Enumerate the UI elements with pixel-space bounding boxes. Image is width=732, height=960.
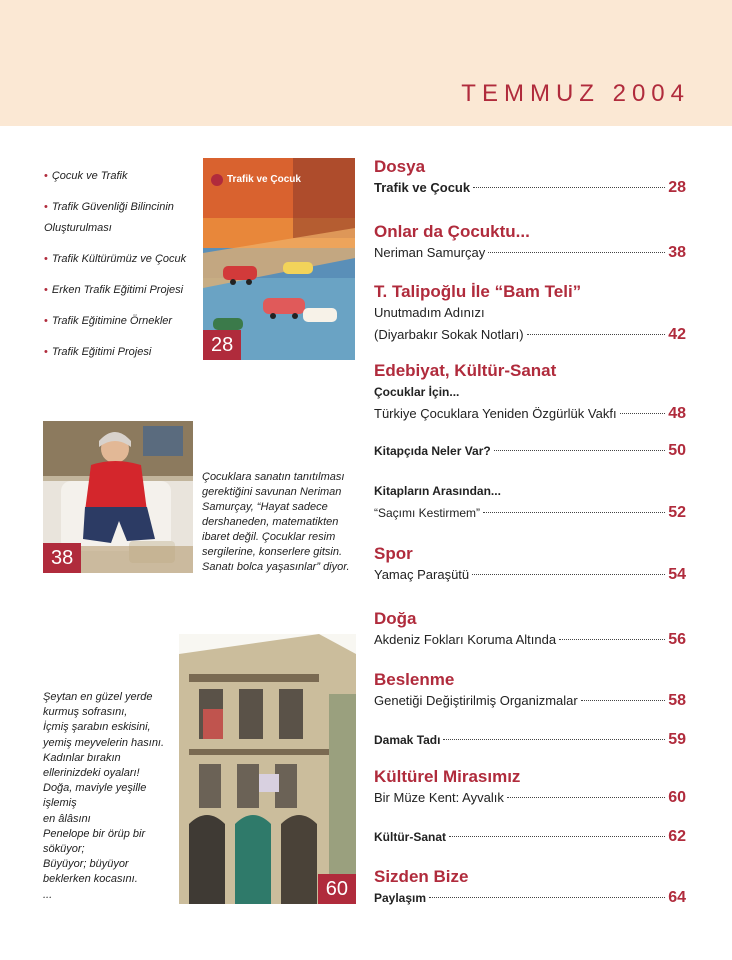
leader-dots <box>472 574 665 575</box>
section-title: Sizden Bize <box>374 867 469 886</box>
page-number-badge: 60 <box>318 874 356 904</box>
toc-section-kitapci <box>374 440 686 462</box>
entry-line: Unutmadım Adınızı <box>374 305 485 320</box>
toc-section-miras <box>374 767 686 809</box>
issue-date: TEMMUZ 2004 <box>461 80 690 107</box>
leader-dots <box>449 836 665 837</box>
toc-entry[interactable]: Damak Tadı 59 <box>374 729 686 751</box>
list-item: • Trafik Eğitimine Örnekler <box>44 315 173 327</box>
section-title: T. Talipoğlu İle “Bam Teli” <box>374 282 582 301</box>
page-number: 54 <box>668 566 686 583</box>
toc-section-dosya <box>374 157 686 199</box>
section-title: Kültürel Mirasımız <box>374 767 521 786</box>
page-number: 62 <box>668 828 686 845</box>
bullet-icon: • <box>44 315 48 327</box>
list-item: • Erken Trafik Eğitimi Projesi <box>44 284 184 296</box>
leader-dots <box>473 187 665 188</box>
list-item: • Trafik Eğitimi Projesi <box>44 346 152 358</box>
page-number: 38 <box>668 244 686 261</box>
list-item: • Trafik Güvenliği Bilincinin Oluşturulması <box>44 201 174 234</box>
toc-section-onlar <box>374 222 686 264</box>
toc-entry[interactable]: Türkiye Çocuklara Yeniden Özgürlük Vakfı 48 <box>374 403 686 425</box>
page-number: 52 <box>668 504 686 521</box>
toc-section-spor <box>374 544 686 586</box>
page-number: 64 <box>668 889 686 906</box>
cover-image <box>203 158 355 360</box>
page-number: 58 <box>668 692 686 709</box>
toc-entry[interactable]: Genetiği Değiştirilmiş Organizmalar 58 <box>374 690 686 712</box>
page-number: 59 <box>668 731 686 748</box>
toc-entry[interactable]: Bir Müze Kent: Ayvalık 60 <box>374 787 686 809</box>
toc-entry[interactable]: Kitapçıda Neler Var? 50 <box>374 440 686 462</box>
poem-excerpt: Şeytan en güzel yerde kurmuş sofrasını, İçmiş şarabın eskisini, yemiş meyvelerin hasını. Kadınlar bırakın ellerinizdeki oyaları! Doğa, maviyle yeşille işlemiş en âlâsını Penelope bir örüp bir söküyor; Büyüyor; büyüyor beklerken kocasını. ... <box>43 691 165 901</box>
page-number: 56 <box>668 631 686 648</box>
portrait-image <box>43 421 193 573</box>
list-item: • Çocuk ve Trafik <box>44 170 128 182</box>
section-title: Doğa <box>374 609 417 628</box>
dossier-topic-list <box>44 166 204 373</box>
leader-dots <box>429 897 665 898</box>
photo-caption: Çocuklara sanatın tanıtılması gerektiğini savunan Neriman Samurçay, “Hayat sadece dershaneden, matematikten ibaret değil. Çocuklar resim sergilerine, konserlere gitsin. Sanatı bolca yaşasınlar” diyor. <box>202 471 350 573</box>
page-number-badge: 28 <box>203 330 241 360</box>
toc-entry[interactable]: Paylaşım 64 <box>374 887 686 909</box>
bullet-icon: • <box>44 346 48 358</box>
old-house-photo <box>179 634 356 904</box>
page-number: 60 <box>668 789 686 806</box>
toc-section-kitaplar <box>374 480 686 524</box>
bullet-icon: • <box>44 170 48 182</box>
cover-title: Trafik ve Çocuk <box>227 174 301 185</box>
leader-dots <box>483 512 665 513</box>
bullet-icon: • <box>44 284 48 296</box>
toc-entry[interactable]: Akdeniz Fokları Koruma Altında 56 <box>374 629 686 651</box>
leader-dots <box>581 700 665 701</box>
leader-dots <box>559 639 665 640</box>
toc-entry[interactable]: Trafik ve Çocuk 28 <box>374 177 686 199</box>
page-number: 42 <box>668 326 686 343</box>
leader-dots <box>443 739 665 740</box>
list-item: • Trafik Kültürümüz ve Çocuk <box>44 253 187 265</box>
toc-entry[interactable]: “Saçımı Kestirmem” 52 <box>374 502 686 524</box>
leader-dots <box>494 450 665 451</box>
toc-section-bamteli <box>374 282 686 346</box>
building-image <box>179 634 356 904</box>
leader-dots <box>507 797 665 798</box>
section-title: Spor <box>374 544 413 563</box>
toc-entry[interactable]: Yamaç Paraşütü 54 <box>374 564 686 586</box>
page-number: 50 <box>668 442 686 459</box>
leader-dots <box>488 252 665 253</box>
toc-section-edebiyat <box>374 361 686 425</box>
subsection-title: Çocuklar İçin... <box>374 385 460 399</box>
toc-entry[interactable]: Kültür-Sanat 62 <box>374 826 686 848</box>
toc-entry[interactable]: (Diyarbakır Sokak Notları) 42 <box>374 324 686 346</box>
leader-dots <box>620 413 666 414</box>
toc-section-sizden <box>374 867 686 909</box>
section-title: Onlar da Çocuktu... <box>374 222 530 241</box>
toc-section-kultur <box>374 826 686 848</box>
subsection-title: Kitapların Arasından... <box>374 484 501 498</box>
bullet-icon: • <box>44 253 48 265</box>
bullet-icon: • <box>44 201 48 213</box>
page-number-badge: 38 <box>43 543 81 573</box>
toc-entry[interactable]: Neriman Samurçay 38 <box>374 242 686 264</box>
toc-section-damak <box>374 729 686 751</box>
page-number: 28 <box>668 179 686 196</box>
section-title: Beslenme <box>374 670 455 689</box>
toc-section-beslenme <box>374 670 686 712</box>
toc-section-doga <box>374 609 686 651</box>
page-number: 48 <box>668 405 686 422</box>
section-title: Dosya <box>374 157 426 176</box>
section-title: Edebiyat, Kültür-Sanat <box>374 361 557 380</box>
leader-dots <box>527 334 666 335</box>
